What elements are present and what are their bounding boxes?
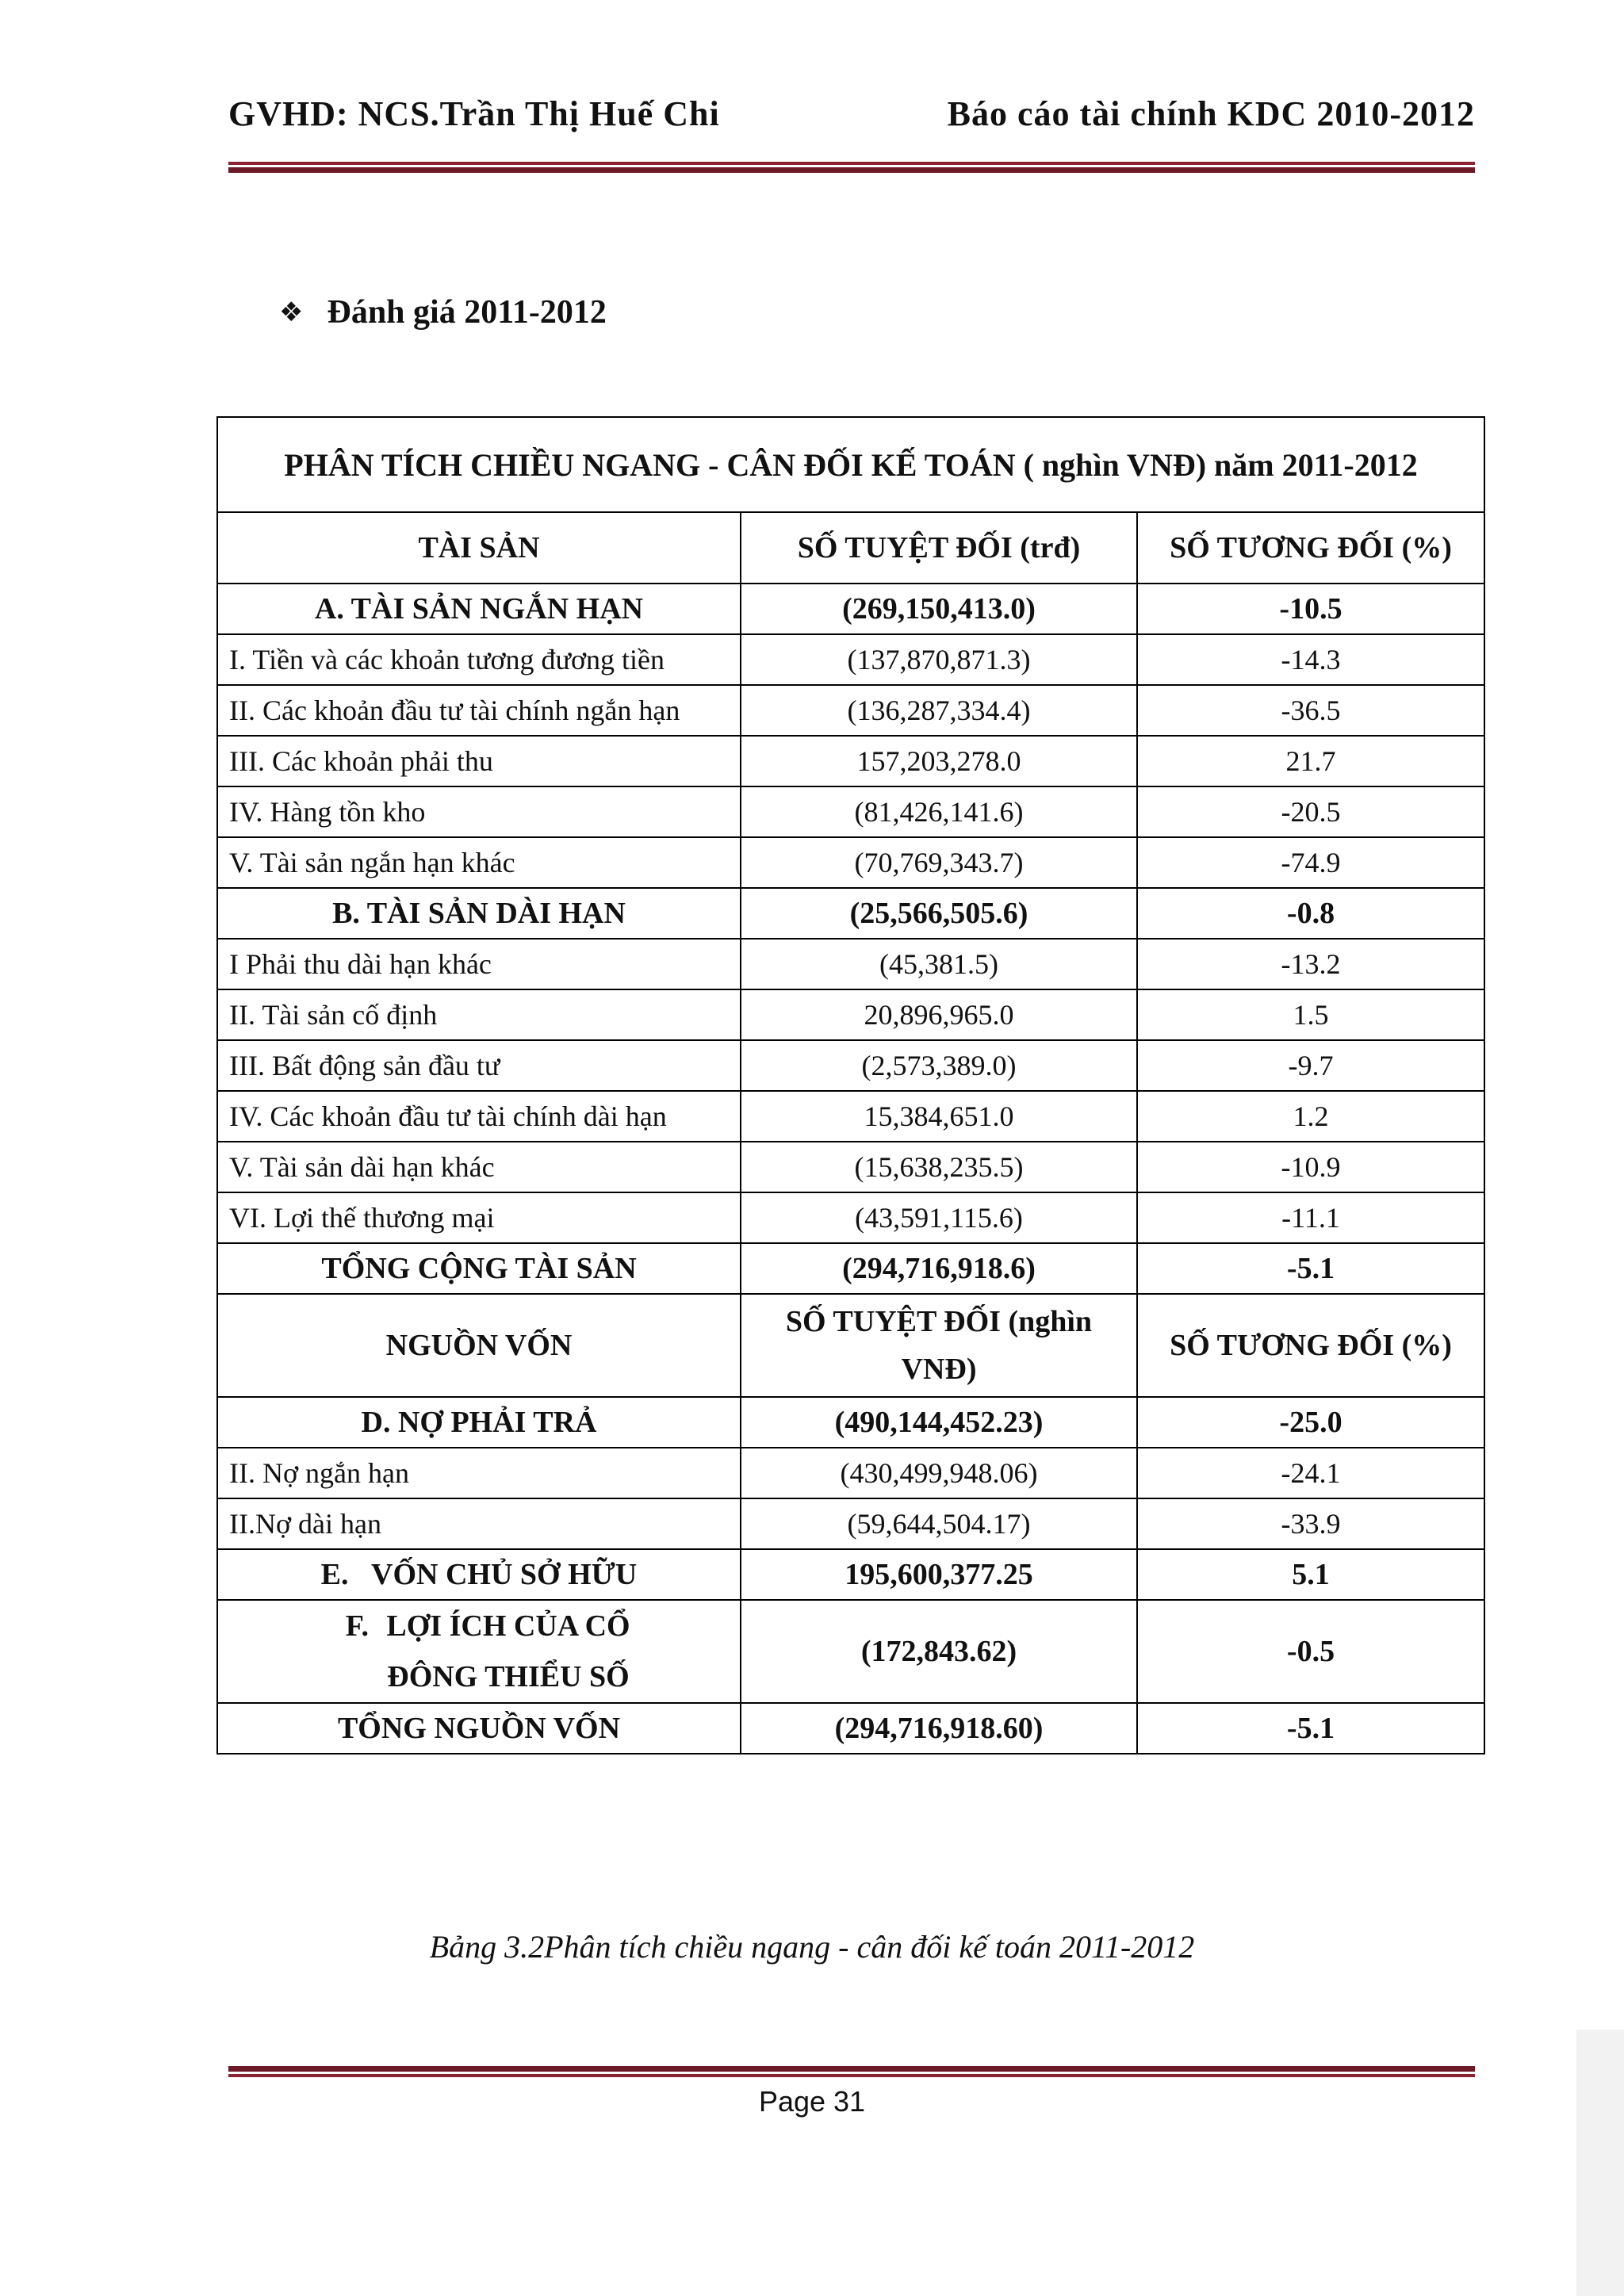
table-row — [217, 837, 1484, 888]
row-absolute: 20,896,965.0 — [741, 989, 1137, 1040]
table-row — [217, 736, 1484, 786]
sources-header-row — [217, 1294, 1484, 1397]
row-absolute: (294,716,918.6) — [741, 1243, 1137, 1294]
row-relative: -20.5 — [1137, 786, 1484, 837]
table-row — [217, 786, 1484, 837]
table-row — [217, 1142, 1484, 1192]
row-absolute: (70,769,343.7) — [741, 837, 1137, 888]
row-label: III. Bất động sản đầu tư — [217, 1040, 741, 1091]
row-absolute: 15,384,651.0 — [741, 1091, 1137, 1142]
col-header-absolute-2 — [741, 1294, 1137, 1397]
header-report-title: Báo cáo tài chính KDC 2010-2012 — [947, 94, 1475, 133]
row-relative: -0.5 — [1137, 1600, 1484, 1703]
table-row — [217, 1192, 1484, 1243]
row-absolute: (172,843.62) — [741, 1600, 1137, 1703]
row-label: TỔNG NGUỒN VỐN — [217, 1703, 741, 1754]
table-row — [217, 1091, 1484, 1142]
row-relative: 21.7 — [1137, 736, 1484, 786]
col-header-absolute-line1: SỐ TUYỆT ĐỐI (nghìn — [785, 1305, 1093, 1338]
row-absolute: (490,144,452.23) — [741, 1397, 1137, 1448]
row-relative: -0.8 — [1137, 888, 1484, 939]
row-absolute: (269,150,413.0) — [741, 584, 1137, 634]
row-relative: 1.5 — [1137, 989, 1484, 1040]
row-absolute: (59,644,504.17) — [741, 1498, 1137, 1549]
row-label: D. NỢ PHẢI TRẢ — [217, 1397, 741, 1448]
row-relative: -5.1 — [1137, 1703, 1484, 1754]
row-label: II. Tài sản cố định — [217, 989, 741, 1040]
row-relative: -36.5 — [1137, 685, 1484, 736]
sources-total-row — [217, 1703, 1484, 1754]
table-title-row — [217, 417, 1484, 512]
row-label: II. Các khoản đầu tư tài chính ngắn hạn — [217, 685, 741, 736]
balance-sheet-table — [216, 416, 1485, 1755]
row-label: VI. Lợi thế thương mại — [217, 1192, 741, 1243]
row-label: IV. Hàng tồn kho — [217, 786, 741, 837]
row-relative: 5.1 — [1137, 1549, 1484, 1600]
row-label: A. TÀI SẢN NGẮN HẠN — [217, 584, 741, 634]
row-label: III. Các khoản phải thu — [217, 736, 741, 786]
row-label: I. Tiền và các khoản tương đương tiền — [217, 634, 741, 685]
row-label: II. Nợ ngắn hạn — [217, 1448, 741, 1498]
row-relative: -14.3 — [1137, 634, 1484, 685]
col-header-relative-2: SỐ TƯƠNG ĐỐI (%) — [1137, 1294, 1484, 1397]
table-caption: Bảng 3.2Phân tích chiều ngang - cân đối kế toán 2011-2012 — [429, 1929, 1195, 1965]
row-relative: -25.0 — [1137, 1397, 1484, 1448]
table-row — [217, 1498, 1484, 1549]
row-label: V. Tài sản dài hạn khác — [217, 1142, 741, 1192]
row-label-text: VỐN CHỦ SỞ HỮU — [371, 1558, 638, 1591]
diamond-bullet-icon: ❖ — [279, 297, 304, 328]
row-relative: -13.2 — [1137, 939, 1484, 989]
page-edge-shadow — [1576, 2030, 1624, 2296]
row-relative: -74.9 — [1137, 837, 1484, 888]
row-relative: -11.1 — [1137, 1192, 1484, 1243]
row-absolute: (45,381.5) — [741, 939, 1137, 989]
table-title: PHÂN TÍCH CHIỀU NGANG - CÂN ĐỐI KẾ TOÁN ( nghìn VNĐ) năm 2011-2012 — [217, 417, 1484, 512]
table-row — [217, 1040, 1484, 1091]
col-header-relative: SỐ TƯƠNG ĐỐI (%) — [1137, 512, 1484, 584]
row-absolute: (430,499,948.06) — [741, 1448, 1137, 1498]
subtotal-row — [217, 1549, 1484, 1600]
row-absolute: (81,426,141.6) — [741, 786, 1137, 837]
row-label: II.Nợ dài hạn — [217, 1498, 741, 1549]
subtotal-row — [217, 888, 1484, 939]
row-relative: -10.5 — [1137, 584, 1484, 634]
subtotal-row — [217, 584, 1484, 634]
header-advisor: GVHD: NCS.Trần Thị Huế Chi — [228, 94, 720, 133]
page-number: Page 31 — [758, 2085, 866, 2118]
row-absolute: 195,600,377.25 — [741, 1549, 1137, 1600]
row-relative: -33.9 — [1137, 1498, 1484, 1549]
row-absolute: (294,716,918.60) — [741, 1703, 1137, 1754]
assets-header-row — [217, 512, 1484, 584]
row-label: IV. Các khoản đầu tư tài chính dài hạn — [217, 1091, 741, 1142]
row-label: V. Tài sản ngắn hạn khác — [217, 837, 741, 888]
row-absolute: (15,638,235.5) — [741, 1142, 1137, 1192]
row-absolute: (137,870,871.3) — [741, 634, 1137, 685]
row-label — [217, 1549, 741, 1600]
section-title: Đánh giá 2011-2012 — [327, 294, 607, 331]
subtotal-row — [217, 1397, 1484, 1448]
row-label: TỔNG CỘNG TÀI SẢN — [217, 1243, 741, 1294]
table-row — [217, 939, 1484, 989]
footer-rule — [228, 2066, 1475, 2077]
assets-total-row — [217, 1243, 1484, 1294]
row-label-line1: LỢI ÍCH CỦA CỔ — [386, 1609, 630, 1643]
row-relative: -5.1 — [1137, 1243, 1484, 1294]
col-header-absolute: SỐ TUYỆT ĐỐI (trđ) — [741, 512, 1137, 584]
row-label — [217, 1600, 741, 1703]
row-label: I Phải thu dài hạn khác — [217, 939, 741, 989]
row-number: F. — [345, 1609, 369, 1643]
section-heading — [279, 293, 607, 331]
table-row — [217, 1448, 1484, 1498]
row-relative: 1.2 — [1137, 1091, 1484, 1142]
col-header-sources: NGUỒN VỐN — [217, 1294, 741, 1397]
row-relative: -9.7 — [1137, 1040, 1484, 1091]
table-row — [217, 989, 1484, 1040]
table-row — [217, 634, 1484, 685]
row-relative: -24.1 — [1137, 1448, 1484, 1498]
row-absolute: 157,203,278.0 — [741, 736, 1137, 786]
row-label-line2: ĐÔNG THIỂU SỐ — [387, 1660, 630, 1693]
row-absolute: (136,287,334.4) — [741, 685, 1137, 736]
row-absolute: (25,566,505.6) — [741, 888, 1137, 939]
table-row — [217, 685, 1484, 736]
col-header-assets: TÀI SẢN — [217, 512, 741, 584]
header-rule — [228, 162, 1475, 173]
row-label: B. TÀI SẢN DÀI HẠN — [217, 888, 741, 939]
row-relative: -10.9 — [1137, 1142, 1484, 1192]
row-absolute: (2,573,389.0) — [741, 1040, 1137, 1091]
subtotal-row — [217, 1600, 1484, 1703]
row-absolute: (43,591,115.6) — [741, 1192, 1137, 1243]
col-header-absolute-line2: VNĐ) — [901, 1353, 977, 1386]
row-number: E. — [320, 1558, 349, 1591]
